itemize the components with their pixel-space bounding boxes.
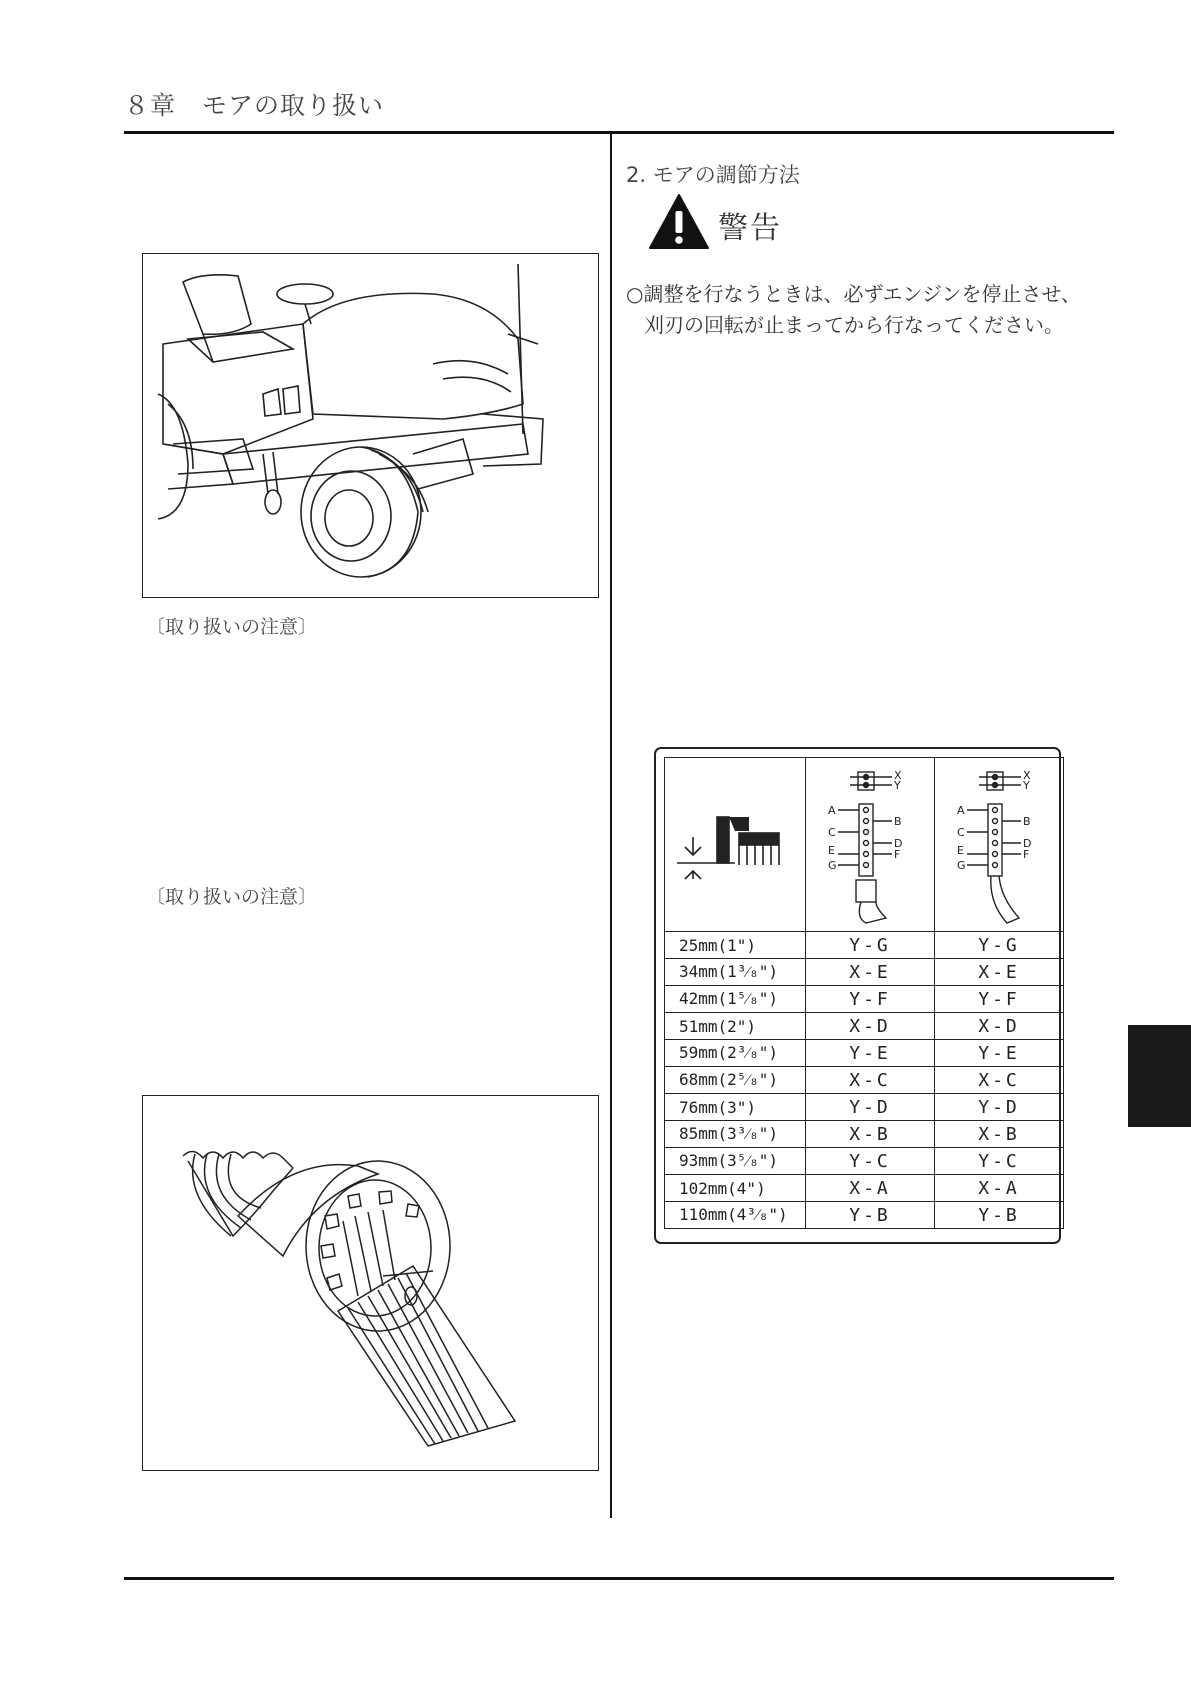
svg-text:F: F	[894, 848, 904, 861]
svg-text:G: G	[957, 859, 969, 872]
label-x: X	[894, 769, 905, 782]
svg-text:B: B	[894, 815, 905, 828]
svg-text:A: A	[828, 804, 839, 817]
svg-text:E: E	[828, 844, 838, 857]
warning-label: 警告	[718, 211, 782, 246]
svg-text:C: C	[957, 826, 968, 839]
warning-text	[626, 279, 1081, 341]
svg-text:B: B	[1023, 815, 1034, 828]
footer-rule	[124, 1577, 1114, 1580]
tractor-illustration	[142, 253, 599, 598]
warning-line-2: 刈刃の回転が止まってから行なってください。	[644, 313, 1064, 337]
label-y: Y	[894, 779, 904, 792]
table-row: 34mm(1³⁄₈") X-E X-E	[665, 959, 1064, 986]
svg-text:G: G	[828, 859, 840, 872]
svg-text:F: F	[1023, 848, 1033, 861]
warning-line-1: ○調整を行なうときは、必ずエンジンを停止させ、	[626, 282, 1081, 306]
column-divider	[610, 134, 612, 1518]
table-row: 25mm(1") Y-G Y-G	[665, 932, 1064, 959]
svg-text:E: E	[957, 844, 967, 857]
cutting-height-table	[664, 757, 1064, 1229]
table-header-row	[665, 758, 1064, 932]
bracket-diagram-1	[806, 758, 935, 932]
svg-text:Y: Y	[1023, 779, 1033, 792]
cutting-height-icon	[665, 758, 806, 932]
chapter-title: ８章 モアの取り扱い	[124, 91, 385, 120]
handling-note-1: 〔取り扱いの注意〕	[146, 616, 318, 638]
bracket-diagram-2	[935, 758, 1064, 932]
table-row: 85mm(3³⁄₈") X-B X-B	[665, 1121, 1064, 1148]
warning-triangle-icon	[648, 193, 710, 251]
table-row: 110mm(4³⁄₈") Y-B Y-B	[665, 1202, 1064, 1229]
svg-text:X: X	[1023, 769, 1034, 782]
section-title: 2. モアの調節方法	[626, 163, 800, 187]
chapter-tab	[1128, 1025, 1191, 1127]
table-row: 68mm(2⁵⁄₈") X-C X-C	[665, 1067, 1064, 1094]
table-row: 102mm(4") X-A X-A	[665, 1175, 1064, 1202]
svg-text:D: D	[894, 837, 906, 850]
table-row: 93mm(3⁵⁄₈") Y-C Y-C	[665, 1148, 1064, 1175]
table-row: 42mm(1⁵⁄₈") Y-F Y-F	[665, 986, 1064, 1013]
handling-note-2: 〔取り扱いの注意〕	[146, 886, 318, 908]
table-row: 51mm(2") X-D X-D	[665, 1013, 1064, 1040]
header-rule	[124, 131, 1114, 134]
table-row: 76mm(3") Y-D Y-D	[665, 1094, 1064, 1121]
svg-text:C: C	[828, 826, 839, 839]
svg-text:D: D	[1023, 837, 1035, 850]
table-row: 59mm(2³⁄₈") Y-E Y-E	[665, 1040, 1064, 1067]
pto-shaft-illustration	[142, 1095, 599, 1471]
svg-text:A: A	[957, 804, 968, 817]
